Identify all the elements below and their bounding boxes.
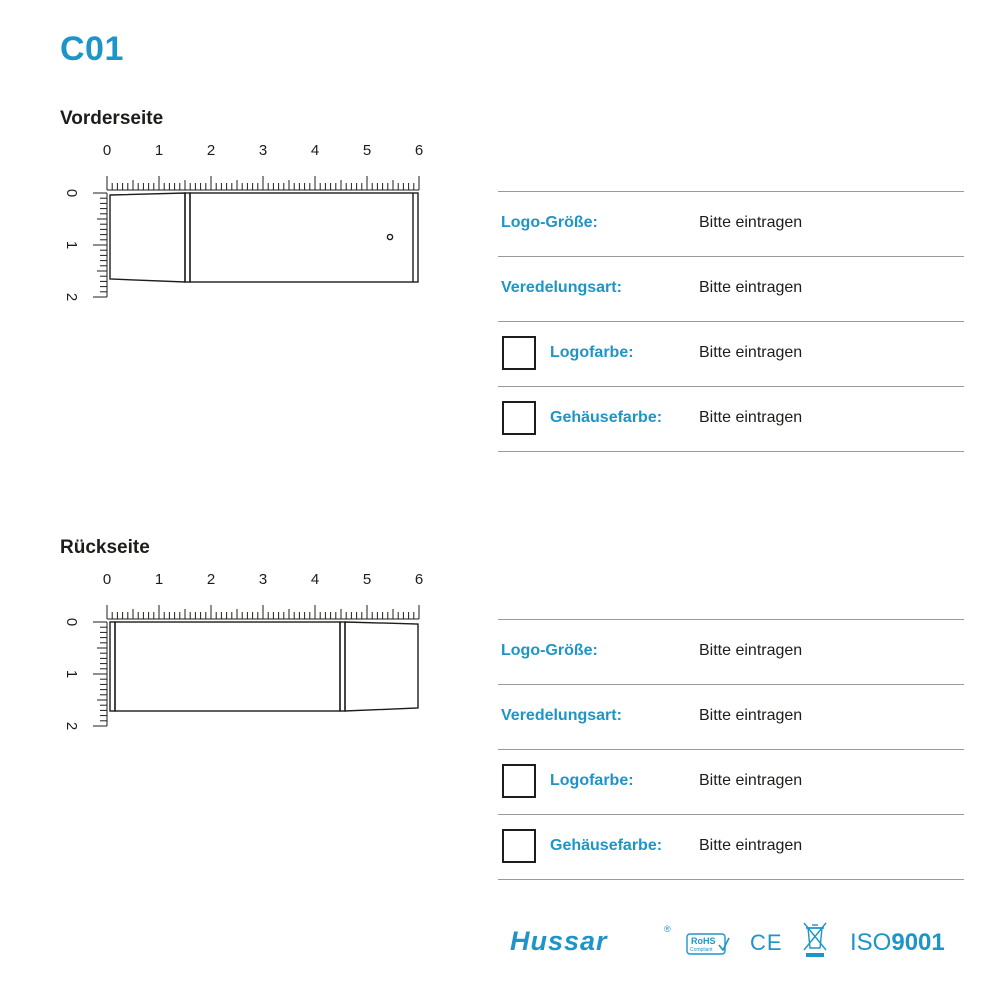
iso-number: 9001 [891,929,945,956]
front-ruler-y-ticks [93,193,107,297]
housing-color-swatch-checkbox[interactable] [502,829,536,863]
housing-color-label: Gehäusefarbe: [550,837,663,854]
housing-color-value[interactable]: Bitte eintragen [699,409,803,426]
logo-color-swatch-checkbox[interactable] [502,336,536,370]
logo-size-label: Logo-Größe: [501,642,598,659]
rohs-sub-text: Compliant [690,947,713,953]
back-ruler-x-label: 6 [414,571,424,588]
housing-color-value[interactable]: Bitte eintragen [699,837,803,854]
back-row-housing-color [498,814,964,880]
back-section-title: Rückseite [60,537,150,558]
rohs-text: RoHS [691,936,716,946]
back-cap-shape [345,622,418,711]
back-ruler-x-label: 0 [102,571,112,588]
front-ruler-x-label: 2 [206,142,216,159]
front-cap-divider [185,193,190,282]
front-ruler-y-label: 0 [63,188,80,198]
back-ruler-y-ticks [93,622,107,726]
certification-footer [510,918,960,968]
back-ruler-y-label: 2 [63,721,80,731]
logo-size-value[interactable]: Bitte eintragen [699,642,803,659]
front-ruler-x-label: 5 [362,142,372,159]
back-row-logo-color [498,749,964,814]
logo-size-value[interactable]: Bitte eintragen [699,214,803,231]
front-ruler-x-labels [103,142,423,159]
finishing-type-value[interactable]: Bitte eintragen [699,279,803,296]
finishing-type-label: Veredelungsart: [501,707,622,724]
front-product-outline [110,193,418,282]
logo-color-swatch-checkbox[interactable] [502,764,536,798]
front-body-shape [190,193,418,282]
housing-color-label: Gehäusefarbe: [550,409,663,426]
front-row-logo-color [498,321,964,386]
back-ruler-x-labels [103,571,423,588]
front-row-logo-size [498,191,964,256]
registered-mark: ® [664,924,671,934]
front-row-finishing [498,256,964,321]
back-ruler-y-label: 1 [63,669,80,679]
front-ruler-x-label: 1 [154,142,164,159]
front-ruler-x-label: 0 [102,142,112,159]
logo-color-value[interactable]: Bitte eintragen [699,344,803,361]
logo-size-label: Logo-Größe: [501,214,598,231]
back-ruler-x-label: 4 [310,571,320,588]
iso-prefix: ISO [850,929,892,956]
front-ruler-x-label: 6 [414,142,424,159]
logo-color-label: Logofarbe: [550,772,634,789]
back-product-outline [110,622,418,711]
logo-color-value[interactable]: Bitte eintragen [699,772,803,789]
front-cap-shape [110,193,185,282]
back-ruler-x-label: 1 [154,571,164,588]
front-section-title: Vorderseite [60,108,164,129]
back-body-shape [115,622,340,711]
back-cap-divider [340,622,345,711]
front-ruler-y-label: 1 [63,240,80,250]
finishing-type-value[interactable]: Bitte eintragen [699,707,803,724]
front-row-housing-color [498,386,964,452]
ce-mark: CE [750,930,783,955]
back-form [498,619,964,880]
front-ruler-x-label: 3 [258,142,268,159]
logo-color-label: Logofarbe: [550,344,634,361]
back-ruler-x-label: 3 [258,571,268,588]
back-ruler-y-labels [63,618,80,730]
front-ruler-drawing [55,138,435,308]
front-ruler-y-label: 2 [63,292,80,302]
back-row-finishing [498,684,964,749]
front-form [498,191,964,452]
front-keyring-hole [387,234,392,239]
housing-color-swatch-checkbox[interactable] [502,401,536,435]
back-ruler-x-ticks [107,605,419,619]
back-ruler-x-label: 2 [206,571,216,588]
weee-bin-icon [802,920,828,958]
finishing-type-label: Veredelungsart: [501,279,622,296]
rohs-compliant-icon [686,933,730,955]
back-ruler-x-label: 5 [362,571,372,588]
product-code: C01 [60,30,124,68]
front-ruler-x-ticks [107,176,419,190]
iso-9001-mark [850,929,945,957]
front-ruler-x-label: 4 [310,142,320,159]
hussar-logo: Hussar [510,926,608,956]
back-body-end-line [110,622,115,711]
back-row-logo-size [498,619,964,684]
back-ruler-y-label: 0 [63,617,80,627]
back-ruler-drawing [55,567,435,737]
front-ruler-y-labels [63,189,80,301]
